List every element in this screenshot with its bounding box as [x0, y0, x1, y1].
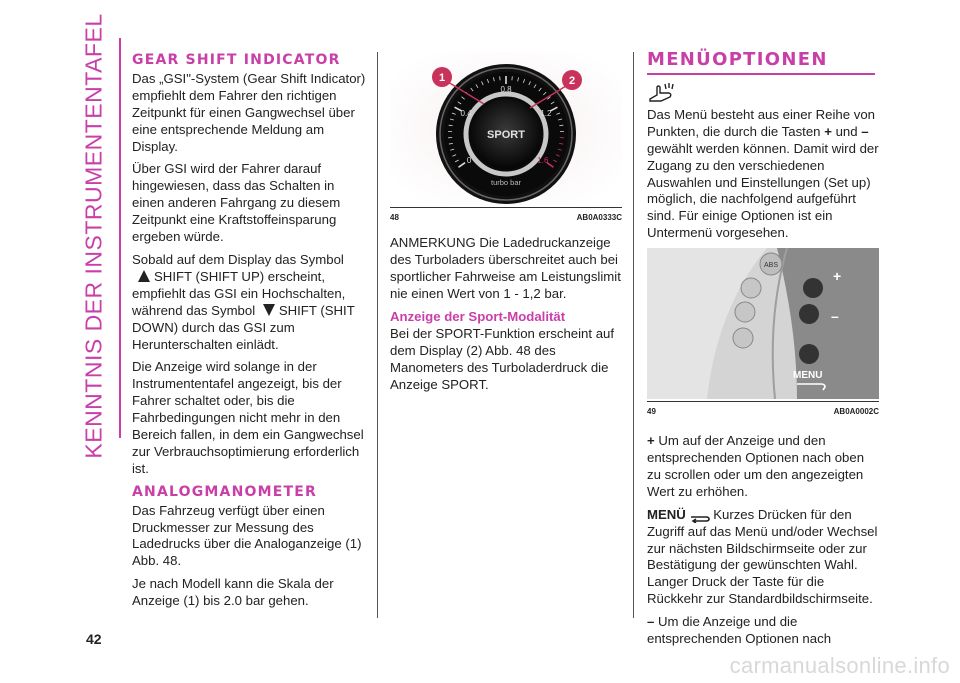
page-number: 42: [86, 631, 102, 647]
shift-up-icon: [138, 270, 150, 282]
paragraph-plus-key: [647, 433, 879, 501]
watermark: carmanualsonline.info: [729, 653, 950, 678]
callout-1: 1: [438, 72, 446, 84]
menu-button: [799, 344, 819, 364]
column-1: [132, 52, 368, 616]
gauge-unit-label: turbo bar: [490, 178, 522, 187]
dashboard-buttons-image: [647, 248, 879, 399]
paragraph-menu-intro: [647, 107, 879, 242]
paragraph-menu-key: [647, 507, 879, 608]
shift-down-icon: [263, 304, 275, 316]
text: Um die Anzeige und die entsprechenden Optionen nach: [647, 614, 832, 647]
column-divider: [377, 52, 378, 618]
minus-key-symbol: –: [647, 614, 655, 630]
sidebar-rule: [119, 38, 121, 438]
minus-key-symbol: –: [861, 123, 869, 139]
gauge-tick-label: 1.6: [537, 155, 549, 165]
paragraph: Je nach Modell kann die Skala der Anzeige (1) bis 2.0 bar gehen.: [132, 576, 334, 609]
hand-touch-icon: [647, 81, 879, 103]
menu-return-icon: [690, 511, 710, 520]
sidebar-title: KENNTNIS DER INSTRUMENTENTAFEL: [80, 12, 107, 459]
gauge-tick-label: 1.2: [540, 109, 552, 119]
svg-text:+: +: [833, 268, 842, 285]
plus-button: [803, 278, 823, 298]
figure-number: 49: [647, 407, 656, 417]
column-3: [647, 49, 879, 654]
figure-number: 48: [390, 213, 399, 222]
text: SHIFT (SHIT DOWN) durch das GSI zum Herunterschalten einlädt.: [132, 302, 355, 352]
figure-code: AB0A0002C: [833, 407, 879, 417]
turbo-gauge-image: [390, 52, 622, 205]
paragraph-minus-key: [647, 614, 879, 648]
text: Kurzes Drücken für den Zugriff auf das Menü und/oder Wechsel zur nächsten Bildschirmseite oder zur Bestätigung der gewünschten Wahl. Langer Druck der Taste für die Rückkehr zur Standardbildschirmseite.: [647, 506, 878, 607]
paragraph: Das „GSI"-System (Gear Shift Indicator) empfiehlt dem Fahrer den richtigen Zeitpunkt für einen Gangwechsel über eine entsprechende Meldung am Display.: [132, 70, 366, 154]
paragraph: Bei der SPORT-Funktion erscheint auf dem Display (2) Abb. 48 des Manometers des Turboladerdruck die Anzeige SPORT.: [390, 326, 615, 393]
menu-key-label: MENÜ: [647, 506, 686, 522]
paragraph-note: ANMERKUNG Die Ladedruckanzeige des Turboladers überschreitet auch bei sportlicher Fahrweise am Leistungslimit nie einen Wert von 1 - 1,2 bar.: [390, 234, 621, 301]
menu-label: MENU: [793, 370, 823, 382]
heading-gear-shift-indicator: GEAR SHIFT INDICATOR: [132, 52, 341, 68]
text: SHIFT (SHIFT UP) erscheint, empfiehlt das GSI ein Hochschalten, während das Symbol: [132, 268, 346, 318]
figure-49-buttons: [647, 248, 879, 399]
figure-code: AB0A0333C: [576, 213, 622, 222]
column-2: [390, 52, 622, 400]
plus-key-symbol: +: [824, 123, 832, 139]
subheading-sport-mode: Anzeige der Sport-Modalität: [390, 308, 566, 324]
svg-text:–: –: [831, 308, 839, 325]
plus-key-symbol: +: [647, 433, 655, 449]
text: Sobald auf dem Display das Symbol: [132, 251, 344, 267]
gauge-tick-label: 0.8: [500, 85, 512, 94]
column-divider: [633, 52, 634, 618]
figure-49-caption: [647, 404, 879, 421]
text: und: [835, 123, 858, 139]
text: Das Menü besteht aus einer Reihe von Punkten, die durch die Tasten: [647, 106, 875, 139]
paragraph: Die Anzeige wird solange in der Instrumententafel angezeigt, bis der Fahrer schaltet oder, bis die Fahrbedingungen nicht mehr in den Bereich fallen, in dem ein Gangwechsel zur Verbrauchsoptimierung erforderlich ist.: [132, 359, 364, 476]
text: gewählt werden können. Damit wird der Zugang zu den verschiedenen Auswahlen und Einstellungen (Set up) möglich, die nachfolgend aufgeführt sind. Für einige Optionen ist ein Untermenü vorgesehen.: [647, 140, 879, 241]
paragraph: Über GSI wird der Fahrer darauf hingewiesen, dass das Schalten in einen anderen Fahrgang zu diesem Zeitpunkt eine Kraftstoffeinsparung ergeben würde.: [132, 161, 341, 245]
minus-button: [799, 304, 819, 324]
gauge-tick-label: 0: [466, 155, 472, 165]
callout-2: 2: [568, 75, 576, 87]
figure-48-caption: [390, 210, 622, 227]
text: Um auf der Anzeige und den entsprechenden Optionen nach oben zu scrollen oder um den angezeigten Wert zu erhöhen.: [647, 433, 865, 499]
paragraph-shift-symbols: [132, 252, 368, 353]
paragraph: Das Fahrzeug verfügt über einen Druckmesser zur Messung des Ladedrucks über die Analoganzeige (1) Abb. 48.: [132, 502, 362, 569]
figure-48-gauge: [390, 52, 622, 205]
heading-analogmanometer: ANALOGMANOMETER: [132, 483, 317, 500]
abs-label: ABS: [763, 262, 779, 270]
gauge-sport-label: SPORT: [487, 129, 525, 141]
heading-menuoptionen: MENÜOPTIONEN: [647, 52, 875, 75]
gauge-tick-label: 0.4: [460, 109, 472, 119]
